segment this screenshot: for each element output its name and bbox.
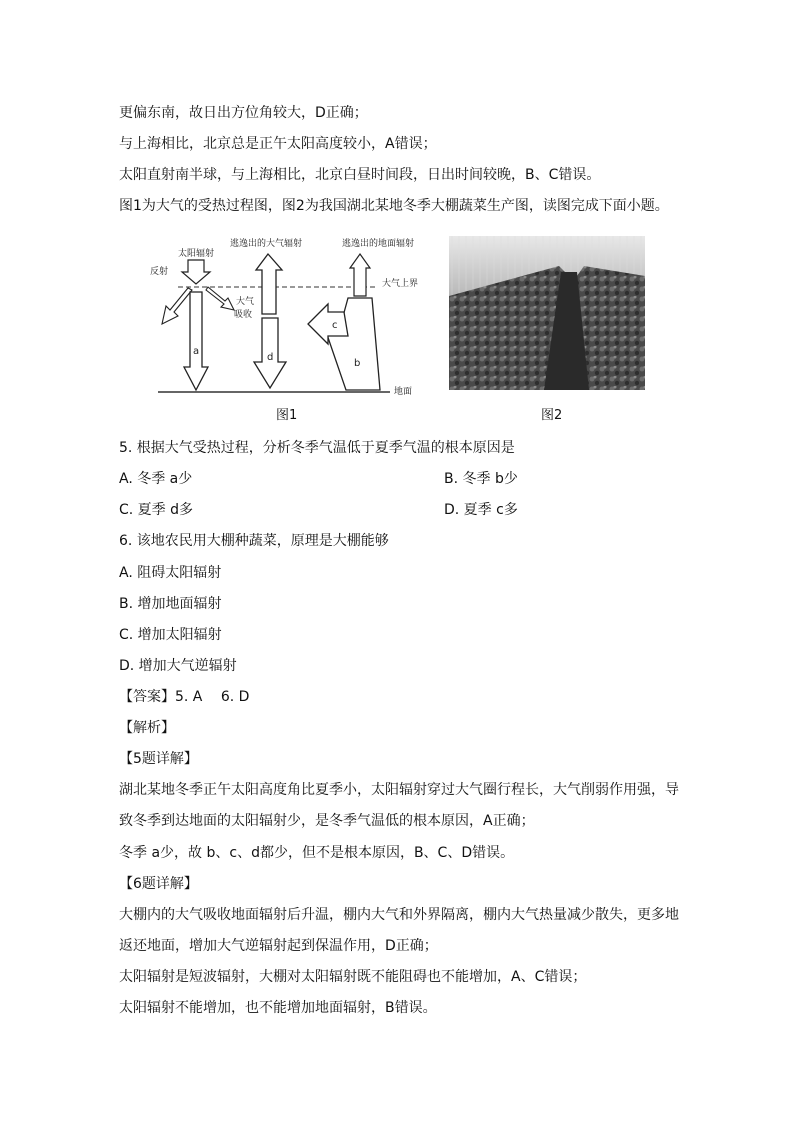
analysis-heading: 【解析】 xyxy=(119,720,175,736)
q5-option-a: A. 冬季 a少 xyxy=(119,471,193,487)
reflect-arrow xyxy=(162,288,192,324)
absorb-label-1: 大气 xyxy=(236,297,255,307)
detail5-paragraph: 冬季 a少，故 b、c、d都少，但不是根本原因，B、C、D错误。 xyxy=(119,845,515,861)
figure2-caption: 图2 xyxy=(541,408,563,423)
text-line: 与上海相比，北京总是正午太阳高度较小，A错误； xyxy=(119,136,437,152)
q5-option-d: D. 夏季 c多 xyxy=(444,502,518,518)
answer-line: 【答案】5. A 6. D xyxy=(119,689,250,705)
figure1-caption: 图1 xyxy=(276,408,298,423)
absorb-label-2: 吸收 xyxy=(234,310,253,320)
arrow-a xyxy=(184,292,208,390)
q6-option-b: B. 增加地面辐射 xyxy=(119,596,222,612)
text-line: 太阳直射南半球，与上海相比，北京白昼时间段，日出时间较晚，B、C错误。 xyxy=(119,167,601,183)
label-d: d xyxy=(267,352,274,363)
escape-atm-arrow xyxy=(256,254,282,314)
q5-option-b: B. 冬季 b少 xyxy=(444,471,518,487)
q6-option-c: C. 增加太阳辐射 xyxy=(119,627,222,643)
absorb-arrow xyxy=(206,287,234,310)
atmosphere-heating-diagram xyxy=(148,232,418,400)
escape-ground-label: 逃逸出的地面辐射 xyxy=(342,239,415,249)
q5-option-c: C. 夏季 d多 xyxy=(119,502,194,518)
detail6-paragraph: 太阳辐射不能增加，也不能增加地面辐射，B错误。 xyxy=(119,1000,437,1016)
text-line: 更偏东南，故日出方位角较大，D正确； xyxy=(119,105,368,121)
label-c: c xyxy=(332,320,338,331)
escape-atm-label: 逃逸出的大气辐射 xyxy=(230,239,303,249)
q6-option-d: D. 增加大气逆辐射 xyxy=(119,658,237,674)
label-a: a xyxy=(193,346,200,357)
detail5-heading: 【5题详解】 xyxy=(119,751,198,767)
detail5-paragraph-line: 致冬季到达地面的太阳辐射少，是冬季气温低的根本原因，A正确； xyxy=(119,813,535,829)
detail6-paragraph: 太阳辐射是短波辐射，大棚对太阳辐射既不能阻碍也不能增加，A、C错误； xyxy=(119,969,587,985)
detail6-paragraph-line: 大棚内的大气吸收地面辐射后升温，棚内大气和外界隔离，棚内大气热量减少散失，更多地 xyxy=(119,907,679,923)
question-6-stem: 6. 该地农民用大棚种蔬菜，原理是大棚能够 xyxy=(119,533,389,549)
atmosphere-top-label: 大气上界 xyxy=(382,279,418,289)
q6-option-a: A. 阻碍太阳辐射 xyxy=(119,565,222,581)
text-line: 图1为大气的受热过程图，图2为我国湖北某地冬季大棚蔬菜生产图，读图完成下面小题。 xyxy=(119,198,669,214)
label-b: b xyxy=(354,358,361,369)
solar-label: 太阳辐射 xyxy=(178,249,215,259)
detail6-heading: 【6题详解】 xyxy=(119,876,198,892)
escape-ground-arrow xyxy=(350,254,370,296)
greenhouse-photo xyxy=(449,236,645,390)
crop-rows-right xyxy=(577,266,645,390)
reflect-label: 反射 xyxy=(150,267,169,277)
question-5-stem: 5. 根据大气受热过程，分析冬季气温低于夏季气温的根本原因是 xyxy=(119,440,515,456)
detail5-paragraph-line: 湖北某地冬季正午太阳高度角比夏季小，太阳辐射穿过大气圈行程长，大气削弱作用强，导 xyxy=(119,782,679,798)
detail6-paragraph-line: 返还地面，增加大气逆辐射起到保温作用，D正确； xyxy=(119,938,438,954)
ground-label: 地面 xyxy=(394,387,413,397)
solar-arrow xyxy=(182,260,210,284)
